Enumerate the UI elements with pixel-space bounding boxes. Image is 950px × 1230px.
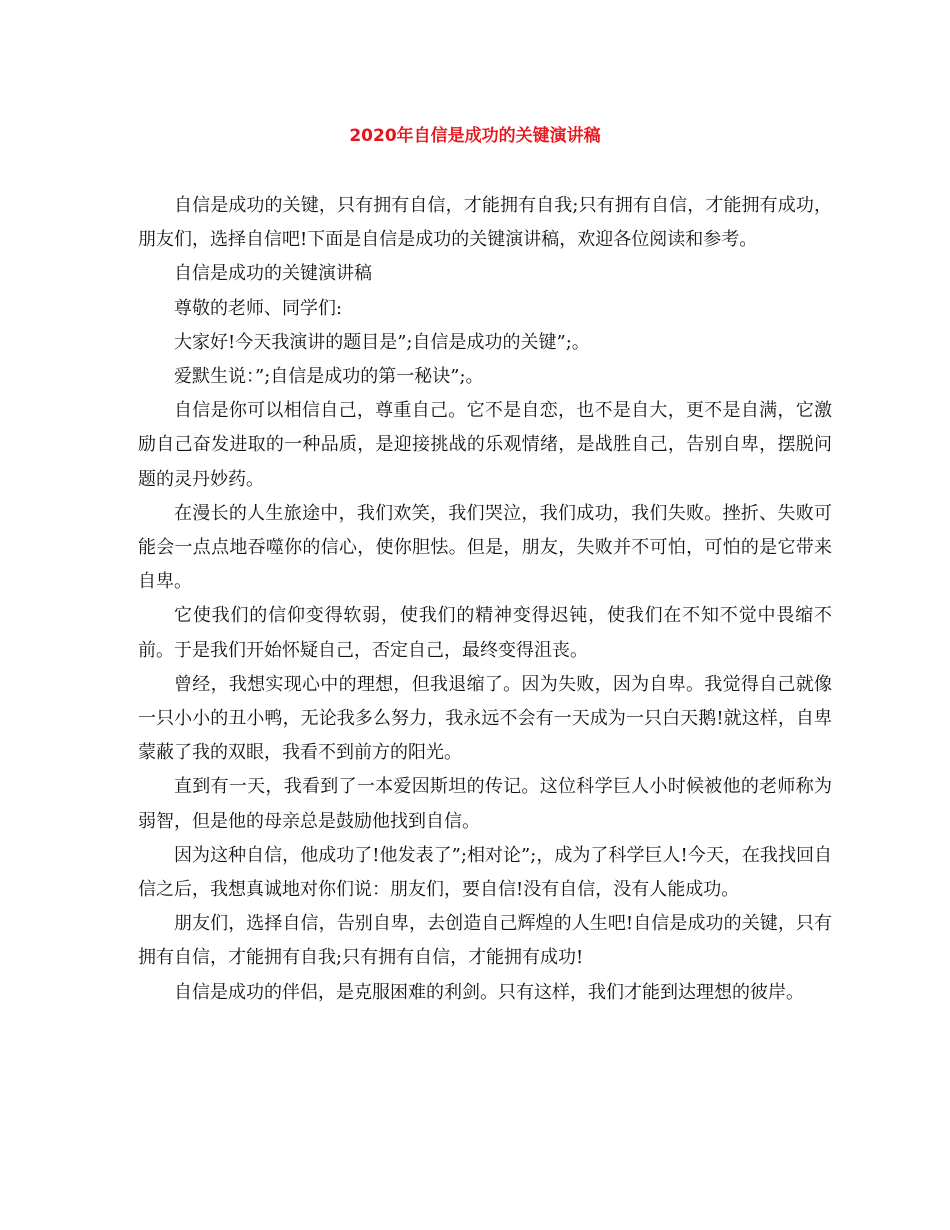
paragraph-effects: 它使我们的信仰变得软弱，使我们的精神变得迟钝，使我们在不知不觉中畏缩不前。于是我们开始怀疑自己，否定自己，最终变得沮丧。 bbox=[138, 605, 832, 661]
document-title: 2020年自信是成功的关键演讲稿 bbox=[349, 126, 601, 146]
paragraph-quote: 爱默生说：”;自信是成功的第一秘诀”;。 bbox=[174, 366, 484, 388]
paragraph-intro: 自信是成功的关键，只有拥有自信，才能拥有自我;只有拥有自信，才能拥有成功，朋友们，选择自信吧!下面是自信是成功的关键演讲稿，欢迎各位阅读和参考。 bbox=[138, 195, 832, 251]
paragraph-subtitle: 自信是成功的关键演讲稿 bbox=[174, 263, 372, 285]
paragraph-einstein: 直到有一天，我看到了一本爱因斯坦的传记。这位科学巨人小时候被他的老师称为弱智，但是他的母亲总是鼓励他找到自信。 bbox=[138, 776, 832, 832]
paragraph-journey: 在漫长的人生旅途中，我们欢笑，我们哭泣，我们成功，我们失败。挫折、失败可能会一点点地吞噬你的信心，使你胆怯。但是，朋友，失败并不可怕，可怕的是它带来自卑。 bbox=[138, 502, 832, 593]
paragraph-definition: 自信是你可以相信自己，尊重自己。它不是自恋，也不是自大，更不是自满，它激励自己奋发进取的一种品质，是迎接挑战的乐观情绪，是战胜自己，告别自卑，摆脱问题的灵丹妙药。 bbox=[138, 400, 832, 490]
paragraph-call-to-action: 朋友们，选择自信，告别自卑，去创造自己辉煌的人生吧!自信是成功的关键，只有拥有自信，才能拥有自我;只有拥有自信，才能拥有成功! bbox=[138, 913, 832, 969]
document-body bbox=[138, 189, 832, 1010]
paragraph-greeting: 大家好!今天我演讲的题目是”;自信是成功的关键”;。 bbox=[174, 331, 590, 353]
paragraph-closing: 自信是成功的伴侣，是克服困难的利剑。只有这样，我们才能到达理想的彼岸。 bbox=[174, 981, 804, 1003]
paragraph-salutation: 尊敬的老师、同学们: bbox=[174, 297, 343, 319]
paragraph-past: 曾经，我想实现心中的理想，但我退缩了。因为失败，因为自卑。我觉得自己就像一只小小的丑小鸭，无论我多么努力，我永远不会有一天成为一只白天鹅!就这样，自卑蒙蔽了我的双眼，我看不到前方的阳光。 bbox=[138, 673, 832, 764]
paragraph-success: 因为这种自信，他成功了!他发表了”;相对论”;，成为了科学巨人!今天，在我找回自信之后，我想真诚地对你们说：朋友们，要自信!没有自信，没有人能成功。 bbox=[138, 844, 832, 901]
